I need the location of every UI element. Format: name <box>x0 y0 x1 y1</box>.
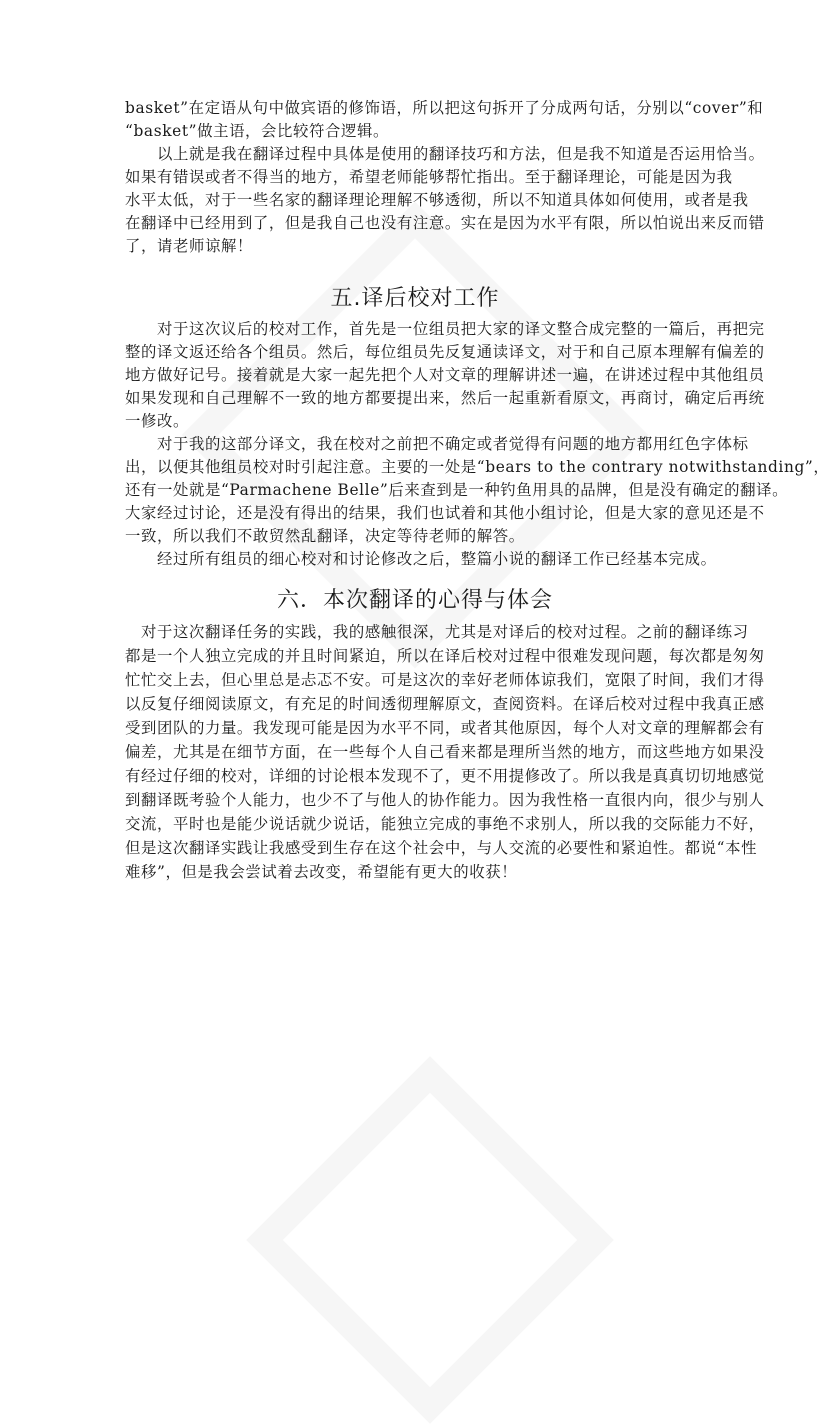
text-line: 整的译文返还给各个组员。然后，每位组员先反复通读译文，对于和自己原本理解有偏差的 <box>125 343 765 361</box>
text-line: 有经过仔细的校对，详细的讨论根本发现不了，更不用提修改了。所以我是真真切切地感觉 <box>125 767 765 785</box>
text-line: 交流，平时也是能少说话就少说话，能独立完成的事绝不求别人，所以我的交际能力不好， <box>125 815 765 833</box>
text-line: 经过所有组员的细心校对和讨论修改之后，整篇小说的翻译工作已经基本完成。 <box>125 550 717 568</box>
text-line: 以反复仔细阅读原文，有充足的时间透彻理解原文，查阅资料。在译后校对过程中我真正感 <box>125 695 765 713</box>
text-line: 大家经过讨论，还是没有得出的结果，我们也试着和其他小组讨论，但是大家的意见还是不 <box>125 504 765 522</box>
text-line: 以上就是我在翻译过程中具体是使用的翻译技巧和方法，但是我不知道是否运用恰当。 <box>125 145 765 163</box>
text-line: 在翻译中已经用到了，但是我自己也没有注意。实在是因为水平有限，所以怕说出来反而错 <box>125 214 765 232</box>
section-heading-5: 五.译后校对工作 <box>330 286 500 311</box>
section-heading-6: 六．本次翻译的心得与体会 <box>276 588 553 613</box>
text-line: 到翻译既考验个人能力，也少不了与他人的协作能力。因为我性格一直很内向，很少与别人 <box>125 791 765 809</box>
text-line: 一修改。 <box>125 412 189 430</box>
text-line: 都是一个人独立完成的并且时间紧迫，所以在译后校对过程中很难发现问题，每次都是匆匆 <box>125 647 765 665</box>
text-line: 地方做好记号。接着就是大家一起先把个人对文章的理解讲述一遍，在讲述过程中其他组员 <box>125 366 765 384</box>
text-line: 对于这次议后的校对工作，首先是一位组员把大家的译文整合成完整的一篇后，再把完 <box>125 320 765 338</box>
text-line: 如果有错误或者不得当的地方，希望老师能够帮忙指出。至于翻译理论，可能是因为我 <box>125 168 733 186</box>
text-line: 忙忙交上去，但心里总是忐忑不安。可是这次的幸好老师体谅我们，宽限了时间，我们才得 <box>125 671 765 689</box>
text-line: 但是这次翻译实践让我感受到生存在这个社会中，与人交流的必要性和紧迫性。都说“本性 <box>125 839 758 857</box>
text-line: 了，请老师谅解！ <box>125 237 253 255</box>
watermark-logo-bottom <box>246 1056 614 1424</box>
text-line: 对于我的这部分译文，我在校对之前把不确定或者觉得有问题的地方都用红色字体标 <box>125 435 749 453</box>
text-line: 水平太低，对于一些名家的翻译理论理解不够透彻，所以不知道具体如何使用，或者是我 <box>125 191 749 209</box>
text-line: “basket”做主语，会比较符合逻辑。 <box>125 122 389 140</box>
text-line: 出，以便其他组员校对时引起注意。主要的一处是“bears to the contrary notwithstanding”， <box>125 458 830 476</box>
text-line: 受到团队的力量。我发现可能是因为水平不同，或者其他原因，每个人对文章的理解都会有 <box>125 719 765 737</box>
text-line: basket”在定语从句中做宾语的修饰语，所以把这句拆开了分成两句话，分别以“cover”和 <box>125 99 764 117</box>
text-line: 偏差，尤其是在细节方面，在一些每个人自己看来都是理所当然的地方，而这些地方如果没 <box>125 743 765 761</box>
text-line: 还有一处就是“Parmachene Belle”后来查到是一种钓鱼用具的品牌，但是没有确定的翻译。 <box>125 481 789 499</box>
text-line: 如果发现和自己理解不一致的地方都要提出来，然后一起重新看原文，再商讨，确定后再统 <box>125 389 765 407</box>
text-line: 一致，所以我们不敢贸然乱翻译，决定等待老师的解答。 <box>125 527 525 545</box>
text-line: 难移”，但是我会尝试着去改变，希望能有更大的收获！ <box>125 863 518 881</box>
text-line: 对于这次翻译任务的实践，我的感触很深，尤其是对译后的校对过程。之前的翻译练习 <box>125 623 749 641</box>
